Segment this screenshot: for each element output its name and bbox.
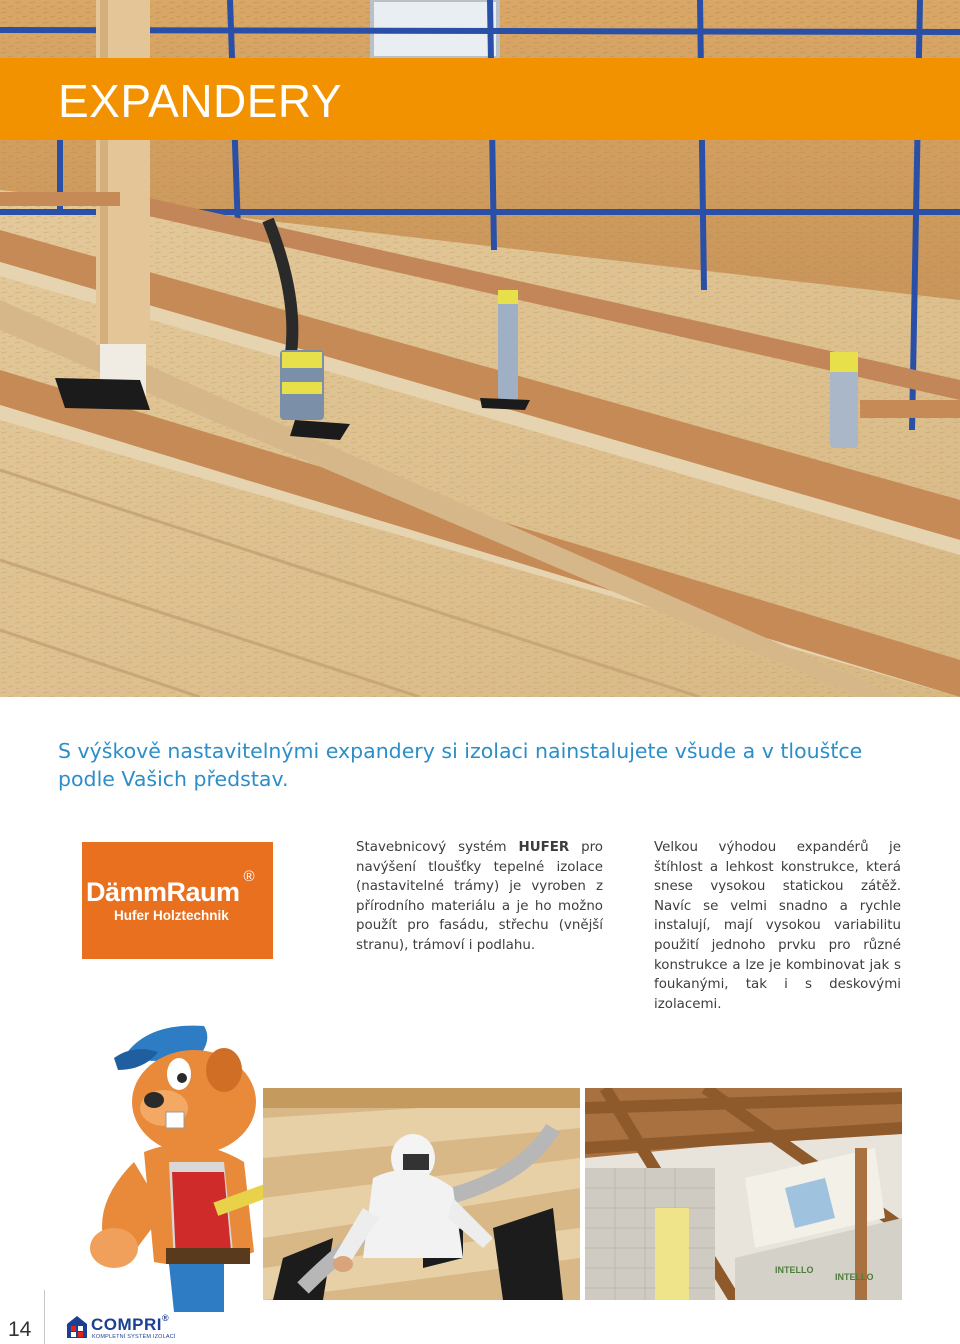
body-text-right: Velkou výhodou expandérů je štíhlost a lehkost konstrukce, která snese vysokou statickou zátěž. Navíc se velmi snadno a rychle instalují, mají vysokou variabilitu použití jednoho prvku pro různé konstrukce a lze je kombinovat jak s foukanými, tak i s deskovými izolacemi. xyxy=(654,840,901,1012)
compri-name: COMPRI xyxy=(91,1315,162,1334)
body-left-before: Stavebnicový systém xyxy=(356,840,519,855)
body-left-after: pro navýšení tloušťky tepelné izolace (nastavitelné trámy) je vyroben z přírodního materiálu a je ho možno použít pro fasádu, střechu (vnější stranu), trámoví i podlahu. xyxy=(356,840,603,953)
compri-logo xyxy=(66,1315,176,1343)
logo-title xyxy=(86,868,255,908)
page-title: EXPANDERY xyxy=(58,75,343,127)
dammraum-logo xyxy=(82,842,273,959)
roof-label-1: INTELLO xyxy=(775,1265,814,1275)
photo-roof xyxy=(585,1088,902,1300)
roof-membrane-photo-icon xyxy=(585,1088,902,1300)
beaver-mascot-icon xyxy=(74,1012,290,1320)
footer-divider xyxy=(44,1290,45,1344)
body-text-left xyxy=(356,838,603,956)
title-band xyxy=(0,58,960,140)
page-number: 14 xyxy=(8,1318,32,1341)
compri-tagline: KOMPLETNÍ SYSTÉM IZOLACÍ xyxy=(92,1334,176,1340)
roof-label-2: INTELLO xyxy=(835,1272,874,1282)
logo-title-text: DämmRaum xyxy=(86,877,240,907)
compri-registered: ® xyxy=(162,1313,170,1324)
compri-house-icon xyxy=(66,1315,88,1339)
logo-subtitle: Hufer Holztechnik xyxy=(114,908,229,923)
lead-text: S výškově nastavitelnými expandery si izolaci nainstalujete všude a v tloušťce podle Vašich představ. xyxy=(58,739,863,791)
body-left-bold: HUFER xyxy=(518,840,570,855)
insulation-worker-photo-icon xyxy=(263,1088,580,1300)
beaver-mascot xyxy=(74,1012,290,1320)
photo-worker xyxy=(263,1088,580,1300)
logo-registered-mark: ® xyxy=(243,868,255,885)
compri-wordmark xyxy=(91,1315,169,1335)
